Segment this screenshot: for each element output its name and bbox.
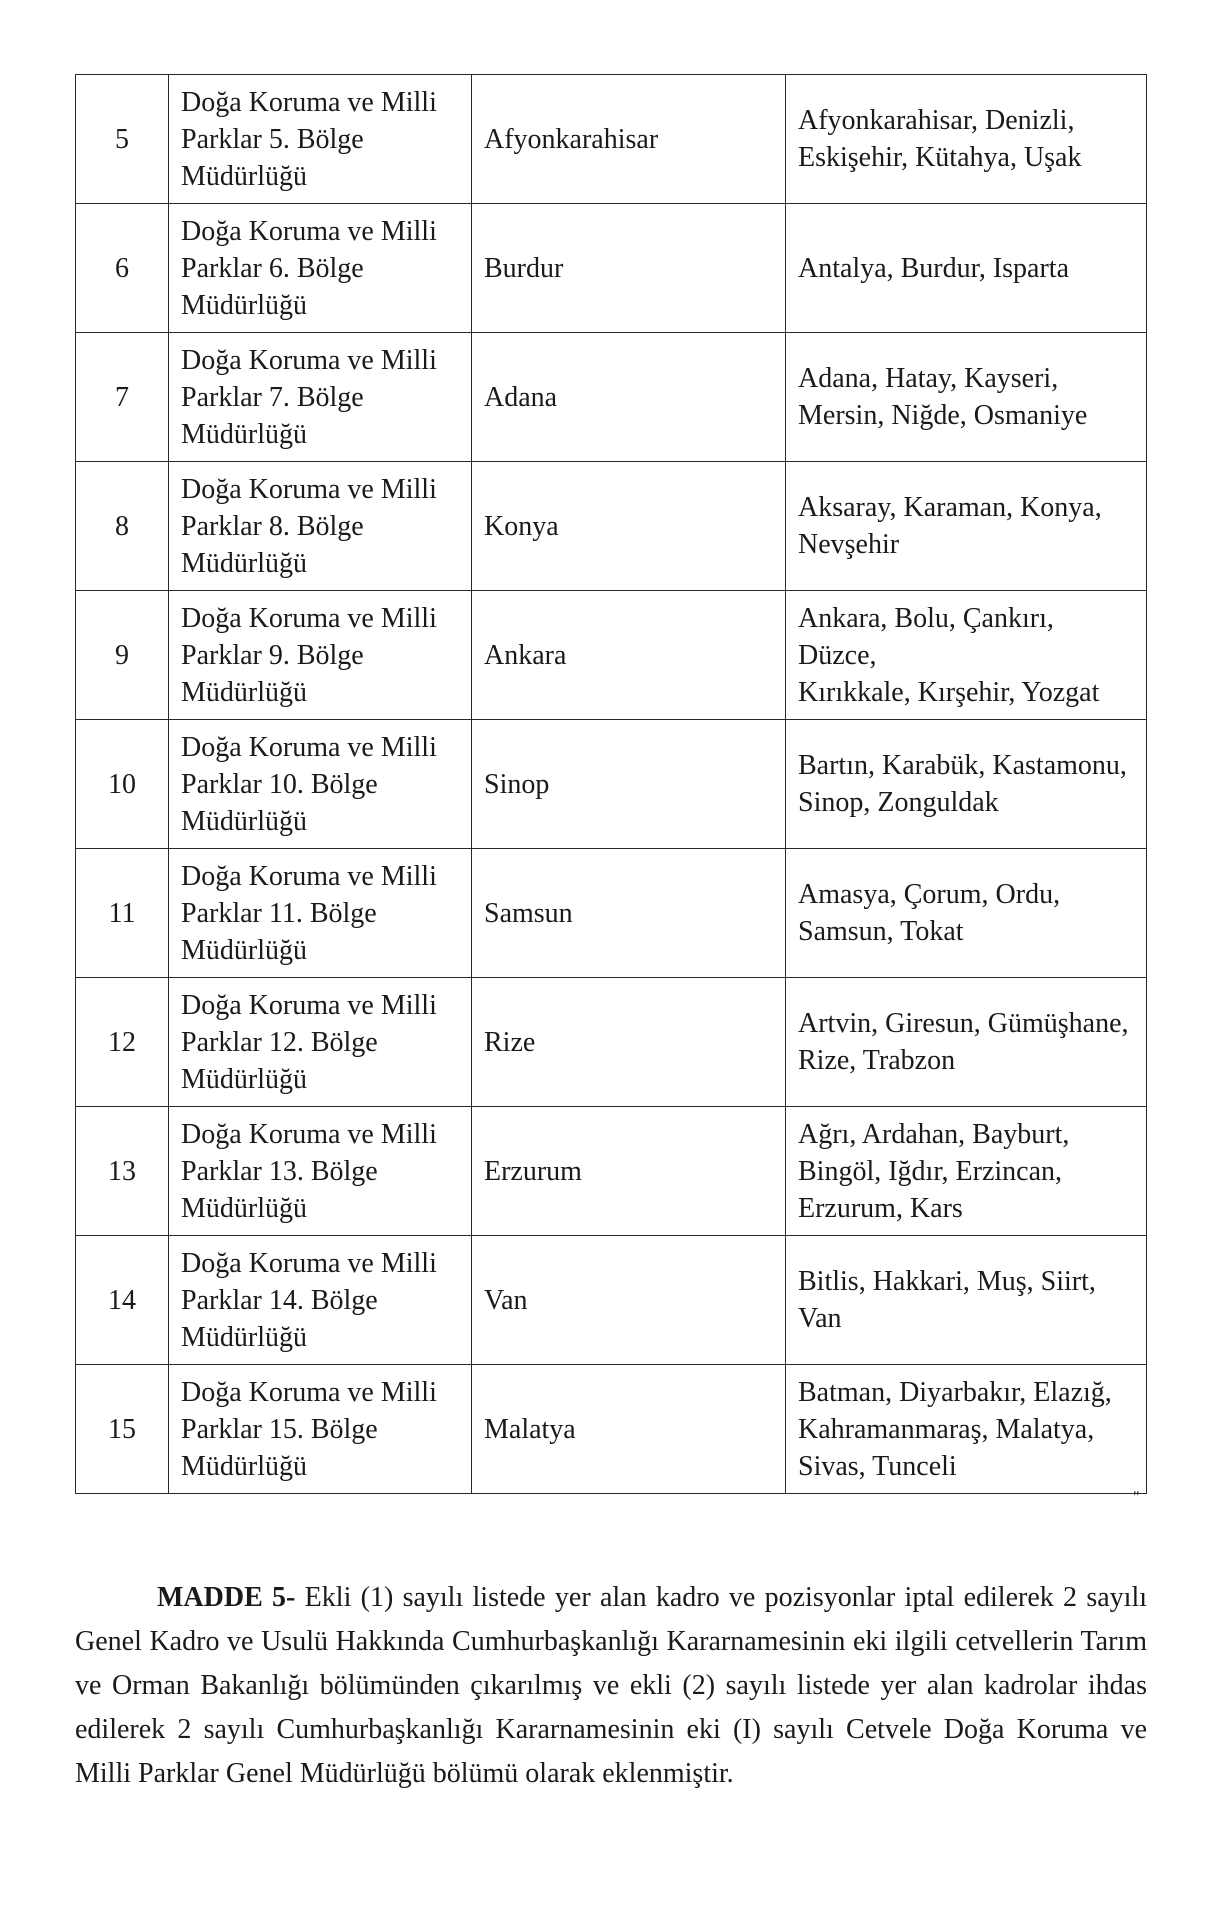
row-number: 7 [76, 333, 169, 462]
directorate-name-line: Müdürlüğü [181, 934, 307, 966]
provinces-line: Erzurum, Kars [798, 1192, 963, 1224]
table-row [76, 1107, 1147, 1236]
article-body: Ekli (1) sayılı listede yer alan kadro ve pozisyonlar iptal edilerek 2 sayılı Genel Kadro ve Usulü Hakkında Cumhurbaşkanlığı Kararnamesinin eki ilgili cetvellerin Tarım ve Orman Bakanlığı bölümünden çıkarılmış ve ekli (2) sayılı listede yer alan kadrolar ihdas edilerek 2 sayılı Cumhurbaşkanlığı Kararnamesinin eki (I) sayılı Cetvele Doğa Koruma ve Milli Parklar Genel Müdürlüğü bölümü olarak eklenmiştir. [75, 1582, 1148, 1789]
provinces [786, 1236, 1147, 1365]
directorate-name-line: Doğa Koruma ve Milli [181, 602, 437, 634]
provinces-line: Batman, Diyarbakır, Elazığ, [798, 1376, 1112, 1408]
directorate-name [169, 204, 472, 333]
provinces-line: Ağrı, Ardahan, Bayburt, [798, 1118, 1070, 1150]
directorate-name-line: Müdürlüğü [181, 1192, 307, 1224]
directorate-name-line: Müdürlüğü [181, 289, 307, 321]
article-title: MADDE 5- [157, 1582, 296, 1613]
directorate-center: Samsun [472, 849, 786, 978]
provinces [786, 1107, 1147, 1236]
provinces-line: Aksaray, Karaman, Konya, [798, 492, 1102, 523]
provinces-line: Bitlis, Hakkari, Muş, Siirt, Van [798, 1266, 1096, 1334]
directorate-center: Sinop [472, 720, 786, 849]
directorate-name-line: Parklar 13. Bölge [181, 1155, 378, 1187]
directorate-name-line: Doğa Koruma ve Milli [181, 215, 437, 247]
directorate-name-line: Müdürlüğü [181, 1063, 307, 1095]
provinces [786, 333, 1147, 462]
provinces-line: Mersin, Niğde, Osmaniye [798, 400, 1088, 431]
directorate-name-line: Müdürlüğü [181, 1450, 307, 1482]
directorate-name-line: Parklar 7. Bölge [181, 381, 364, 413]
directorate-name-line: Parklar 5. Bölge [181, 123, 364, 155]
table-row [76, 591, 1147, 720]
row-number: 13 [76, 1107, 169, 1236]
directorate-name-line: Parklar 6. Bölge [181, 252, 364, 284]
table-row [76, 849, 1147, 978]
provinces-line: Kahramanmaraş, Malatya, [798, 1413, 1095, 1445]
row-number: 11 [76, 849, 169, 978]
provinces-line: Ankara, Bolu, Çankırı, Düzce, [798, 602, 1054, 671]
directorate-name-line: Doğa Koruma ve Milli [181, 86, 437, 118]
provinces-line: Afyonkarahisar, Denizli, [798, 105, 1075, 136]
table-row [76, 462, 1147, 591]
table-row [76, 1236, 1147, 1365]
provinces-line: Adana, Hatay, Kayseri, [798, 363, 1059, 394]
directorate-center: Erzurum [472, 1107, 786, 1236]
directorate-name-line: Müdürlüğü [181, 418, 307, 450]
article-paragraph [75, 1576, 1147, 1796]
directorate-name-line: Parklar 9. Bölge [181, 639, 364, 671]
table-row [76, 720, 1147, 849]
directorate-center: Burdur [472, 204, 786, 333]
provinces [786, 720, 1147, 849]
directorate-center: Van [472, 1236, 786, 1365]
provinces-line: Rize, Trabzon [798, 1045, 956, 1076]
directorate-name [169, 849, 472, 978]
row-number: 10 [76, 720, 169, 849]
table-row [76, 75, 1147, 204]
provinces-line: Sivas, Tunceli [798, 1450, 957, 1482]
directorate-name [169, 333, 472, 462]
directorate-name [169, 1236, 472, 1365]
provinces [786, 204, 1147, 333]
directorate-name-line: Doğa Koruma ve Milli [181, 860, 437, 892]
row-number: 6 [76, 204, 169, 333]
directorate-name-line: Müdürlüğü [181, 1321, 307, 1353]
directorate-name-line: Parklar 11. Bölge [181, 897, 377, 929]
directorate-name [169, 462, 472, 591]
provinces [786, 978, 1147, 1107]
row-number: 9 [76, 591, 169, 720]
provinces-line: Kırıkkale, Kırşehir, Yozgat [798, 676, 1100, 708]
row-number: 8 [76, 462, 169, 591]
row-number: 15 [76, 1365, 169, 1494]
provinces-line: Sinop, Zonguldak [798, 787, 999, 818]
article-5 [75, 1576, 1147, 1796]
directorate-name-line: Doğa Koruma ve Milli [181, 731, 437, 763]
provinces-line: Bingöl, Iğdır, Erzincan, [798, 1155, 1063, 1187]
provinces [786, 849, 1147, 978]
provinces-line: Eskişehir, Kütahya, Uşak [798, 142, 1082, 173]
directorate-name [169, 75, 472, 204]
provinces [786, 462, 1147, 591]
directorate-center: Ankara [472, 591, 786, 720]
directorate-name [169, 978, 472, 1107]
directorate-name-line: Doğa Koruma ve Milli [181, 989, 437, 1021]
provinces [786, 1365, 1147, 1494]
provinces-line: Artvin, Giresun, Gümüşhane, [798, 1008, 1129, 1039]
regional-directorates-table [75, 74, 1147, 1494]
directorate-center: Malatya [472, 1365, 786, 1494]
directorate-name-line: Parklar 12. Bölge [181, 1026, 378, 1058]
directorate-center: Rize [472, 978, 786, 1107]
provinces [786, 75, 1147, 204]
directorate-name [169, 591, 472, 720]
directorate-name-line: Doğa Koruma ve Milli [181, 473, 437, 505]
directorate-name [169, 720, 472, 849]
directorate-name-line: Müdürlüğü [181, 160, 307, 192]
provinces [786, 591, 1147, 720]
directorate-center: Konya [472, 462, 786, 591]
row-number: 5 [76, 75, 169, 204]
directorate-center: Adana [472, 333, 786, 462]
directorate-name-line: Müdürlüğü [181, 547, 307, 579]
table-row [76, 1365, 1147, 1494]
table-row [76, 978, 1147, 1107]
row-number: 12 [76, 978, 169, 1107]
directorate-name-line: Müdürlüğü [181, 676, 307, 708]
directorate-name-line: Doğa Koruma ve Milli [181, 1376, 437, 1408]
provinces-line: Antalya, Burdur, Isparta [798, 252, 1070, 284]
row-number: 14 [76, 1236, 169, 1365]
provinces-line: Bartın, Karabük, Kastamonu, [798, 750, 1127, 781]
table-body [76, 75, 1147, 1494]
table-row [76, 333, 1147, 462]
directorate-name-line: Doğa Koruma ve Milli [181, 344, 437, 376]
provinces-line: Samsun, Tokat [798, 916, 964, 947]
directorate-name-line: Parklar 10. Bölge [181, 768, 378, 800]
provinces-line: Amasya, Çorum, Ordu, [798, 879, 1061, 910]
directorate-name-line: Parklar 15. Bölge [181, 1413, 378, 1445]
directorate-name [169, 1365, 472, 1494]
directorate-name-line: Doğa Koruma ve Milli [181, 1118, 437, 1150]
directorate-name-line: Parklar 8. Bölge [181, 510, 364, 542]
directorate-name [169, 1107, 472, 1236]
directorate-name-line: Doğa Koruma ve Milli [181, 1247, 437, 1279]
table-row [76, 204, 1147, 333]
directorate-center: Afyonkarahisar [472, 75, 786, 204]
directorate-name-line: Parklar 14. Bölge [181, 1284, 378, 1316]
provinces-line: Nevşehir [798, 529, 900, 560]
closing-quote: " [1133, 1489, 1140, 1506]
directorate-name-line: Müdürlüğü [181, 805, 307, 837]
